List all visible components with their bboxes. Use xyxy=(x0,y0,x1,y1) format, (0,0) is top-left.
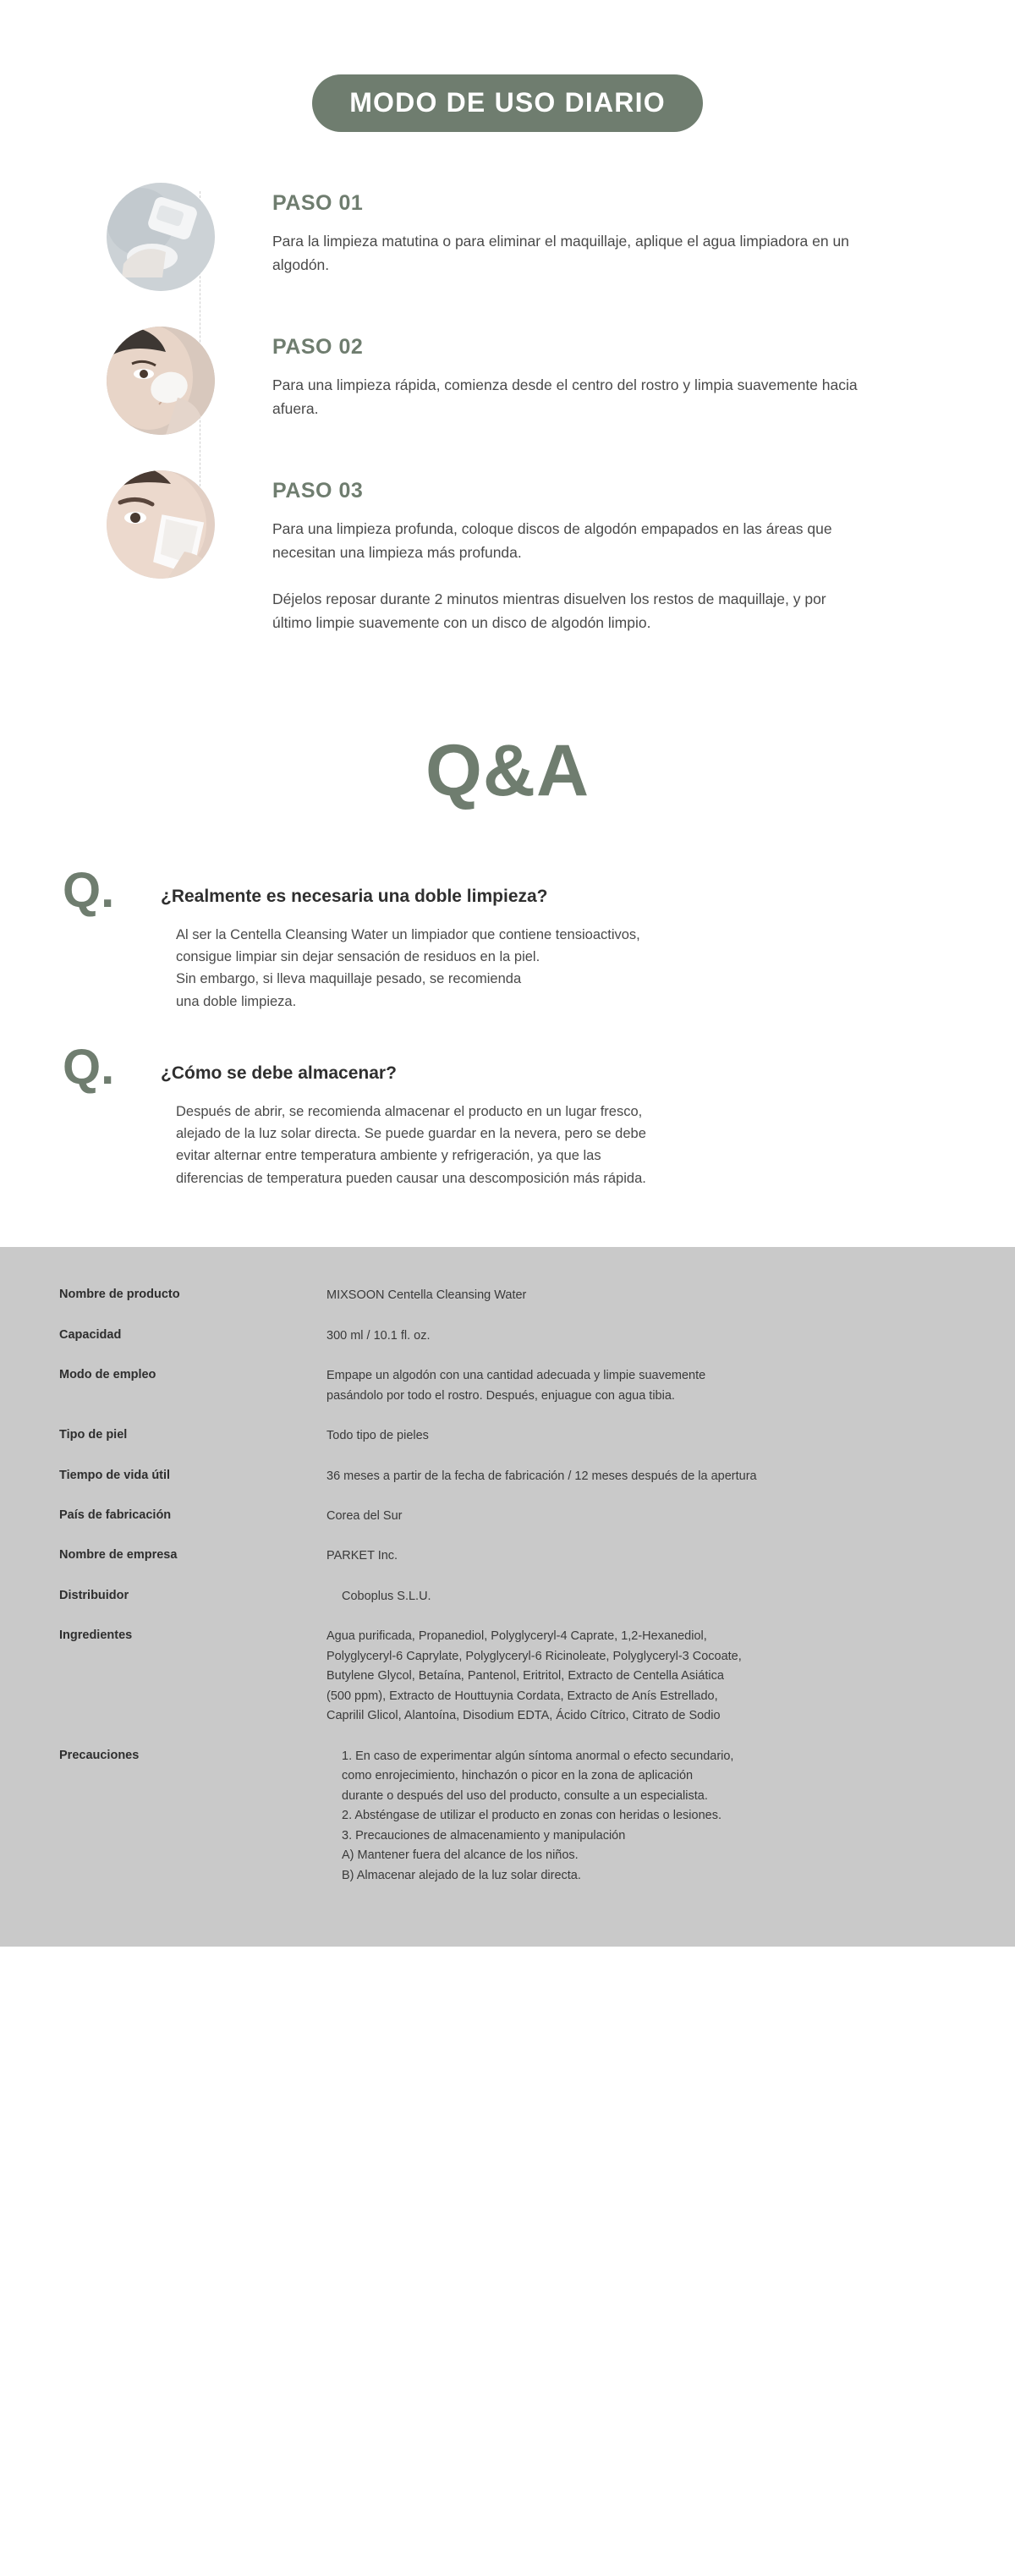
step-text: Para una limpieza profunda, coloque discos de algodón empapados en las áreas que necesitan una limpieza más profunda. xyxy=(272,520,832,562)
question-mark-glyph: Q. xyxy=(63,863,115,919)
spec-label: Modo de empleo xyxy=(59,1368,156,1382)
spec-row xyxy=(47,1276,968,1315)
spec-value-line: Caprilil Glicol, Alantoína, Disodium EDTA, Ácido Cítrico, Citrato de Sodio xyxy=(326,1709,721,1723)
step-item xyxy=(0,327,1015,435)
qa-answer-line: alejado de la luz solar directa. Se puede guardar en la nevera, pero se debe xyxy=(176,1125,646,1141)
spec-value-line: Corea del Sur xyxy=(326,1509,403,1523)
spec-row xyxy=(47,1617,968,1736)
spec-value-line: 3. Precauciones de almacenamiento y manipulación xyxy=(342,1828,626,1843)
qa-answer-line: Sin embargo, si lleva maquillaje pesado, se recomienda xyxy=(176,971,522,987)
step-text: Para una limpieza rápida, comienza desde el centro del rostro y limpia suavemente hacia afuera. xyxy=(272,376,858,418)
cotton-pad-on-face-photo xyxy=(107,470,215,579)
spec-value-line: Agua purificada, Propanediol, Polyglyceryl-4 Caprate, 1,2-Hexanediol, xyxy=(326,1629,707,1644)
spec-value-line: Todo tipo de pieles xyxy=(326,1429,429,1443)
spec-value xyxy=(326,1426,968,1446)
spec-value-line: 36 meses a partir de la fecha de fabricación / 12 meses después de la apertura xyxy=(326,1469,757,1483)
step-item xyxy=(0,183,1015,291)
spec-label: Tipo de piel xyxy=(59,1428,128,1442)
spec-label: Tiempo de vida útil xyxy=(59,1468,171,1482)
spec-row xyxy=(47,1316,968,1356)
step-body xyxy=(215,470,1015,634)
spec-row xyxy=(47,1737,968,1896)
spec-row xyxy=(47,1457,968,1497)
qa-answer-line: Después de abrir, se recomienda almacenar el producto en un lugar fresco, xyxy=(176,1103,643,1119)
spec-value-line: PARKET Inc. xyxy=(326,1549,398,1563)
spec-row xyxy=(47,1536,968,1576)
spec-value xyxy=(326,1546,968,1566)
step-item xyxy=(0,470,1015,634)
hand-pouring-cleanser-photo xyxy=(107,183,215,291)
spec-value-line: pasándolo por todo el rostro. Después, enjuague con agua tibia. xyxy=(326,1388,675,1403)
qa-answer-line: diferencias de temperatura pueden causar una descomposición más rápida. xyxy=(176,1170,646,1186)
spec-value xyxy=(326,1747,968,1886)
spec-label: Nombre de producto xyxy=(59,1288,180,1302)
spec-value-line: Polyglyceryl-6 Caprylate, Polyglyceryl-6 Ricinoleate, Polyglyceryl-3 Cocoate, xyxy=(326,1649,742,1663)
steps-list xyxy=(0,183,1015,634)
qa-answer-line: evitar alternar entre temperatura ambiente y refrigeración, ya que las xyxy=(176,1148,601,1164)
step-body xyxy=(215,183,1015,277)
spec-row xyxy=(47,1356,968,1416)
qa-answer xyxy=(161,1101,922,1190)
qa-question: ¿Realmente es necesaria una doble limpieza? xyxy=(161,887,548,907)
spec-value-line: durante o después del uso del producto, consulte a un especialista. xyxy=(342,1788,708,1803)
usage-badge: MODO DE USO DIARIO xyxy=(312,74,703,132)
product-spec-table xyxy=(0,1247,1015,1947)
spec-value-line: MIXSOON Centella Cleansing Water xyxy=(326,1288,527,1303)
spec-label: País de fabricación xyxy=(59,1508,172,1522)
qa-answer-line: una doble limpieza. xyxy=(176,993,297,1009)
qa-answer-line: consigue limpiar sin dejar sensación de residuos en la piel. xyxy=(176,949,540,965)
spec-value-line: como enrojecimiento, hinchazón o picor en la zona de aplicación xyxy=(342,1769,694,1783)
qa-question: ¿Cómo se debe almacenar? xyxy=(161,1063,397,1084)
qa-answer xyxy=(161,924,922,1013)
spec-value-line: (500 ppm), Extracto de Houttuynia Cordata, Extracto de Anís Estrellado, xyxy=(326,1689,718,1703)
step-body xyxy=(215,327,1015,421)
spec-value xyxy=(326,1326,968,1346)
step-text-secondary: Déjelos reposar durante 2 minutos mientras disuelven los restos de maquillaje, y por último limpie suavemente con un disco de algodón limpio. xyxy=(272,590,826,632)
qa-section-title: Q&A xyxy=(425,730,590,812)
spec-value xyxy=(326,1366,968,1406)
woman-wiping-cheek-photo xyxy=(107,327,215,435)
spec-value-line: Coboplus S.L.U. xyxy=(342,1589,431,1603)
spec-label: Precauciones xyxy=(59,1748,140,1762)
spec-value-line: Butylene Glycol, Betaína, Pantenol, Eritritol, Extracto de Centella Asiática xyxy=(326,1669,724,1683)
spec-value-line: 1. En caso de experimentar algún síntoma anormal o efecto secundario, xyxy=(342,1749,734,1763)
spec-value xyxy=(326,1587,968,1607)
qa-answer-line: Al ser la Centella Cleansing Water un limpiador que contiene tensioactivos, xyxy=(176,926,640,942)
spec-label: Ingredientes xyxy=(59,1629,133,1643)
spec-value xyxy=(326,1286,968,1305)
spec-value-line: 300 ml / 10.1 fl. oz. xyxy=(326,1328,431,1343)
step-title: PASO 01 xyxy=(272,191,364,215)
spec-value-line: 2. Absténgase de utilizar el producto en zonas con heridas o lesiones. xyxy=(342,1809,721,1823)
spec-label: Distribuidor xyxy=(59,1588,129,1602)
spec-value-line: A) Mantener fuera del alcance de los niños. xyxy=(342,1848,579,1863)
spec-value xyxy=(326,1467,968,1486)
spec-label: Capacidad xyxy=(59,1327,122,1342)
step-text: Para la limpieza matutina o para eliminar el maquillaje, aplique el agua limpiadora en un algodón. xyxy=(272,233,849,274)
qa-item xyxy=(0,863,1015,1013)
step-title: PASO 02 xyxy=(272,335,364,359)
usage-header xyxy=(0,0,1015,132)
spec-row xyxy=(47,1577,968,1617)
step-title: PASO 03 xyxy=(272,479,364,503)
spec-row xyxy=(47,1497,968,1536)
spec-value-line: B) Almacenar alejado de la luz solar directa. xyxy=(342,1868,581,1882)
qa-item xyxy=(0,1040,1015,1189)
spec-value xyxy=(326,1627,968,1726)
spec-value xyxy=(326,1507,968,1526)
spec-label: Nombre de empresa xyxy=(59,1548,178,1563)
spec-value-line: Empape un algodón con una cantidad adecuada y limpie suavemente xyxy=(326,1369,706,1383)
spec-row xyxy=(47,1416,968,1456)
question-mark-glyph: Q. xyxy=(63,1040,115,1096)
